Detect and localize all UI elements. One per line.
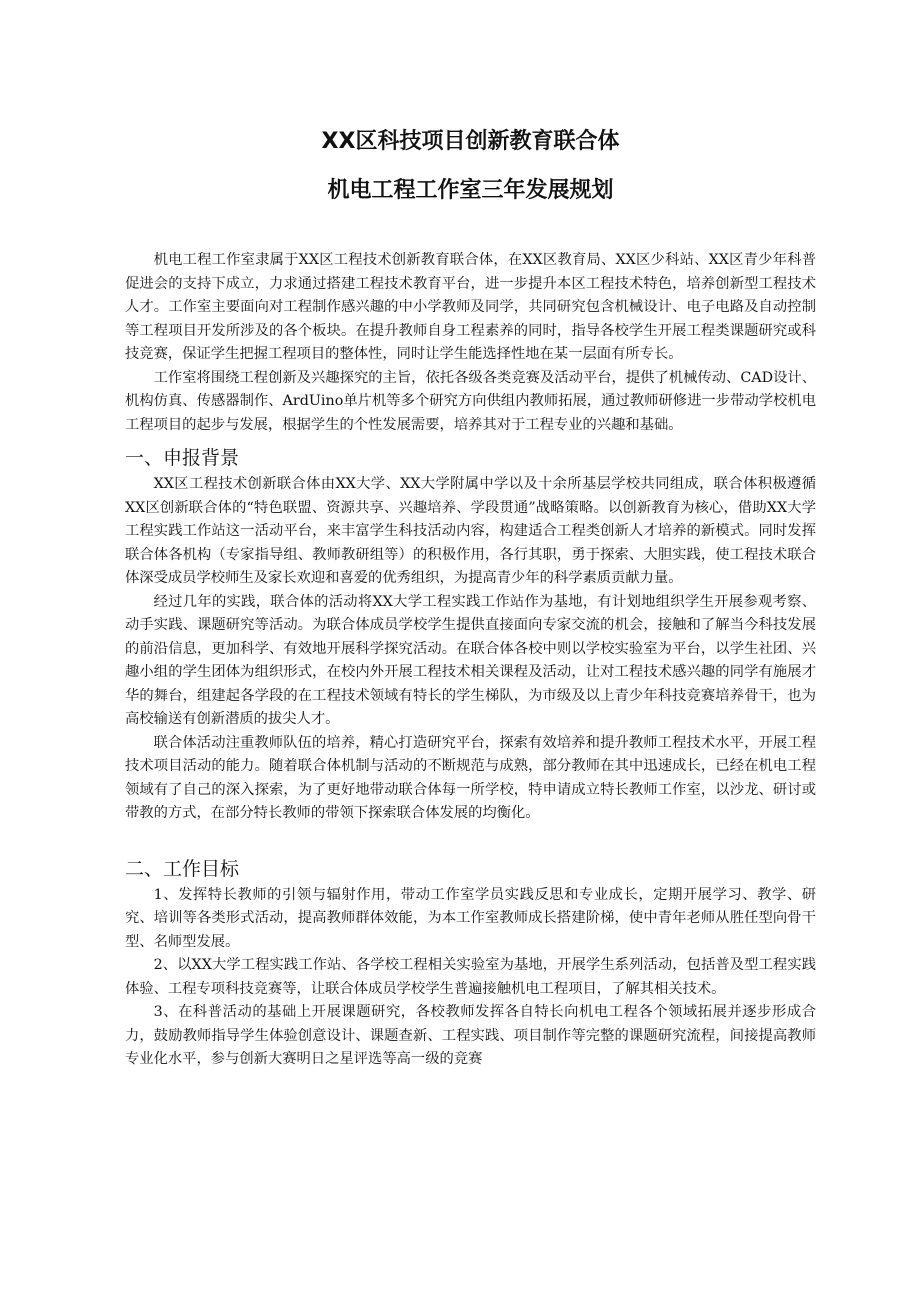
document-title-line1: XX区科技项目创新教育联合体: [321, 129, 620, 154]
goal-paragraph-1: 1、发挥特长教师的引领与辐射作用，带动工作室学员实践反思和专业成长，定期开展学习、教学、研究、培训等各类形式活动，提高教师群体效能，为本工作室教师成长搭建阶梯，使中青年老师从胜任型向骨干型、名师型发展。: [125, 886, 816, 950]
goal-paragraph-3: 3、在科普活动的基础上开展课题研究，各校教师发挥各自特长向机电工程各个领域拓展并逐步形成合力，鼓励教师指导学生体验创意设计、课题查新、工程实践、项目制作等完整的课题研究流程，间接提高教师专业化水平，参与创新大赛明日之星评选等高一级的竞赛: [125, 1004, 816, 1067]
background-paragraph-3: 联合体活动注重教师队伍的培养，精心打造研究平台，探索有效培养和提升教师工程技术水平，开展工程技术项目活动的能力。随着联合体机制与活动的不断规范与成熟，部分教师在其中迅速成长，已经在机电工程领域有了自己的深入探索，为了更好地带动联合体每一所学校，特申请成立特长教师工作室，以沙龙、研讨或带教的方式，在部分特长教师的带领下探索联合体发展的均衡化。: [125, 734, 816, 821]
section-heading-background: 一、申报背景: [125, 447, 240, 469]
section-heading-goals: 二、工作目标: [125, 857, 240, 880]
intro-paragraph-1: 机电工程工作室隶属于XX区工程技术创新教育联合体，在XX区教育局、XX区少科站、XX区青少年科普促进会的支持下成立，力求通过搭建工程技术教育平台，进一步提升本区工程技术特色，培养创新型工程技术人才。工作室主要面向对工程制作感兴趣的中小学教师及同学，共同研究包含机械设计、电子电路及自动控制等工程项目开发所涉及的各个板块。在提升教师自身工程素养的同时，指导各校学生开展工程类课题研究或科技竞赛，保证学生把握工程项目的整体性，同时让学生能选择性地在某一层面有所专长。: [125, 252, 816, 362]
background-paragraph-1: XX区工程技术创新联合体由XX大学、XX大学附属中学以及十余所基层学校共同组成，联合体积极遵循XX区创新联合体的“特色联盟、资源共享、兴趣培养、学段贯通”战略策略。以创新教育为核心，借助XX大学工程实践工作站这一活动平台，来丰富学生科技活动内容，构建适合工程类创新人才培养的新模式。同时发挥联合体各机构（专家指导组、教师教研组等）的积极作用，各行其职，勇于探索、大胆实践，使工程技术联合体深受成员学校师生及家长欢迎和喜爱的优秀组织，为提高青少年的科学素质贡献力量。: [125, 476, 816, 586]
document-title-line2: 机电工程工作室三年发展规划: [327, 178, 614, 203]
background-paragraph-2: 经过几年的实践，联合体的活动将XX大学工程实践工作站作为基地，有计划地组织学生开展参观考察、动手实践、课题研究等活动。为联合体成员学校学生提供直接面向专家交流的机会，接触和了解当今科技发展的前沿信息，更加科学、有效地开展科学探究活动。在联合体各校中则以学校实验室为平台，以学生社团、兴趣小组的学生团体为组织形式，在校内外开展工程技术相关课程及活动，让对工程技术感兴趣的同学有施展才华的舞台，组建起各学段的在工程技术领域有特长的学生梯队，为市级及以上青少年科技竞赛培养骨干，也为高校输送有创新潜质的拔尖人才。: [125, 593, 816, 727]
intro-paragraph-2: 工作室将围绕工程创新及兴趣探究的主旨，依托各级各类竞赛及活动平台，提供了机械传动、CAD设计、机构仿真、传感器制作、ArdUino单片机等多个研究方向供组内教师拓展，通过教师研修进一步带动学校机电工程项目的起步与发展，根据学生的个性发展需要，培养其对于工程专业的兴趣和基础。: [125, 369, 816, 433]
goal-paragraph-2: 2、以XX大学工程实践工作站、各学校工程相关实验室为基地，开展学生系列活动，包括普及型工程实践体验、工程专项科技竞赛等，让联合体成员学校学生普遍接触机电工程项目，了解其相关技术。: [125, 957, 816, 997]
